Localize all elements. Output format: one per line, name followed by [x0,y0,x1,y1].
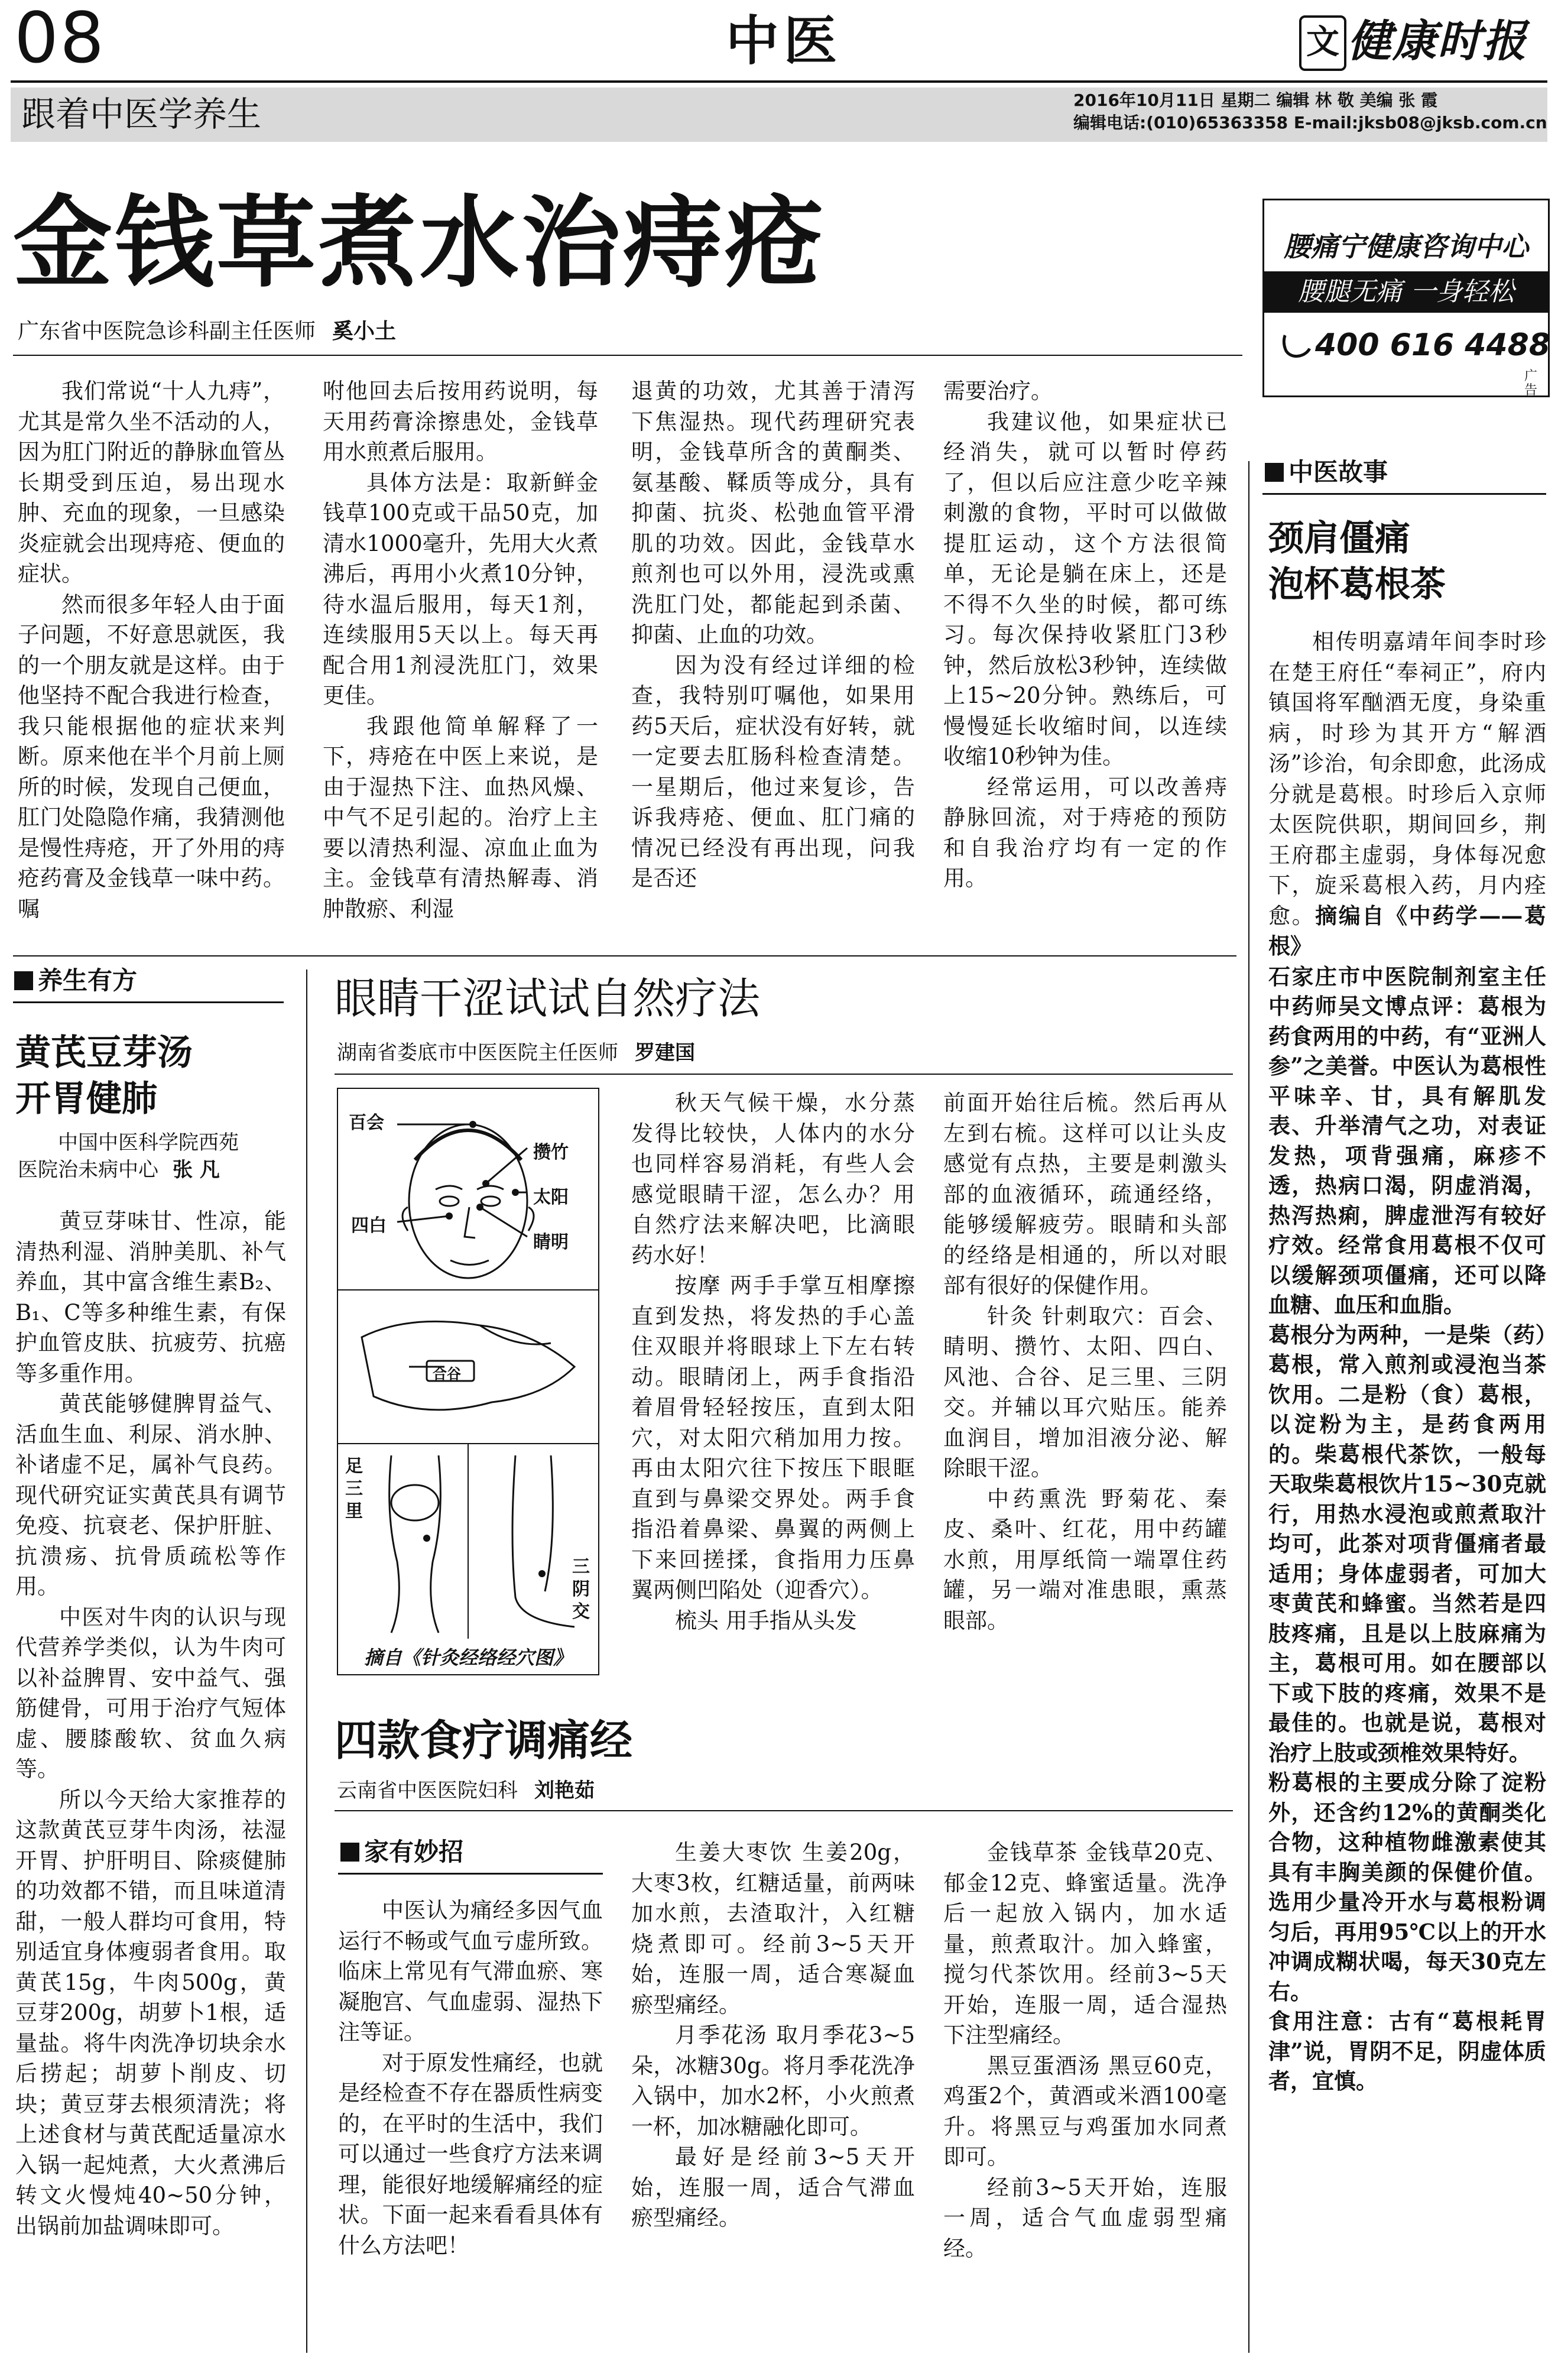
main-author-org: 广东省中医院急诊科副主任医师 [18,319,316,343]
logo-seal-icon: 文 [1299,15,1346,71]
right-column-divider [1248,461,1249,2353]
health-p3: 中医对牛肉的认识与现代营养学类似，认为牛肉可以补益脾胃、安中益气、强筋健骨，可用于治疗气短体虚、腰膝酸软、贫血久病等。 [15,1604,286,1782]
tcm-story-narrative: 相传明嘉靖年间李时珍在楚王府任“奉祠正”，府内镇国将军酗酒无度，身染重病，时珍为其开方“解酒汤”诊治，旬余即愈，此汤成分就是葛根。时珍后入京师太医院供职，期间回乡，荆王府郡主虚弱，身体每况愈下，旋采葛根入药，月内痊愈。 [1268,629,1546,929]
main-byline-rule [13,355,1242,356]
tcm-comment-p3: 粉葛根的主要成分除了淀粉外，还含约12%的黄酮类化合物，这种植物雌激素使其具有丰胸美颜的保健价值。选用少量冷开水与葛根粉调匀后，再用95℃以上的开水冲调成糊状喝，每天30克左右。 [1268,1769,1546,2005]
eyes-col2-p3: 中药熏洗 野菊花、秦皮、桑叶、红花，用中药罐水煎，用厚纸筒一端罩住药罐，另一端对准患眼，熏蒸眼部。 [943,1486,1227,1633]
main-col4-p1: 需要治疗。 [943,378,1053,404]
square-bullet-icon [340,1843,359,1862]
tcm-story-title [1268,515,1546,608]
eyes-column-2 [943,1088,1227,1636]
tcm-comment-lead: 石家庄市中医院制剂室主任中药师吴文博点评： [1268,963,1546,1019]
main-column-1 [18,376,285,924]
tcm-story-text [1268,627,1546,962]
main-col2-p3: 我跟他简单解释了一下，痔疮在中医上来说，是由于湿热下注、血热风燥、中气不足引起的。治疗上主要以清热利湿、凉血止血为主。金钱草有清热解毒、消肿散瘀、利湿 [323,713,598,922]
main-col4-p2: 我建议他，如果症状已经消失，就可以暂时停药了，但以后应注意少吃辛辣刺激的食物，平时可以做做提肛运动，这个方法很简单，无论是躺在床上，还是不得不久坐的时候，都可练习。每次保持收紧肛门3秒钟，然后放松3秒钟，连续做上15~20分钟。熟练后，可慢慢延长收缩时间，以连续收缩10秒钟为佳。 [943,408,1227,769]
tcm-story-title-line2: 泡杯葛根茶 [1268,564,1446,605]
eyes-byline [337,1039,695,1066]
label-taiyang: 太阳 [533,1187,569,1208]
label-hegu: 合谷 [433,1365,461,1382]
label-sanyinjiao: 三阴交 [572,1557,590,1622]
main-column-4 [943,376,1227,894]
health-tag-label: 养生有方 [38,966,138,995]
tcm-comment-p1: 葛根为药食两用的中药，有“亚洲人参”之美誉。中医认为葛根性平味辛、甘，具有解肌发表、升举清气之功，对表证发热，项背强痛，麻疹不透，热病口渴，阴虚消渴，热泻热痢，脾虚泄泻有较好疗效。经常食用葛根不仅可以缓解颈项僵痛，还可以降血糖、血压和血脂。 [1268,993,1547,1318]
logo-name: 健康时报 [1348,16,1527,67]
menses-tag-rule [338,1873,603,1875]
main-byline [18,318,396,345]
label-sibai: 四白 [351,1215,387,1236]
health-title-line1: 黄芪豆芽汤 [15,1032,193,1074]
label-cuanzhu: 攒竹 [533,1142,569,1163]
page-number: 08 [14,0,106,79]
menses-author-name: 刘艳茹 [534,1779,595,1802]
main-article-bottom-rule [13,955,1236,956]
main-author-name: 奚小土 [332,319,397,343]
acupoint-figure [337,1088,599,1675]
eyes-column-1 [631,1088,915,1636]
eyes-col1-p3: 梳头 用手指从头发 [675,1607,857,1633]
menses-author-org: 云南省中医医院妇科 [337,1779,518,1802]
health-byline [18,1129,290,1183]
main-col2-p1: 咐他回去后按用药说明，每天用药膏涂擦患处，金钱草用水煎煮后服用。 [323,378,598,465]
main-column-3 [631,376,915,894]
menses-column-3 [943,1837,1227,2264]
ad-tag: 广告 [1524,369,1538,398]
health-author-org-2: 医院治未病中心 [18,1158,158,1182]
ad-title: 腰痛宁健康咨询中心 [1284,231,1528,262]
menses-col2-p1: 生姜大枣饮 生姜20g，大枣3枚，红糖适量，前两味加水煎，去渣取汁，入红糖烧煮即可。经前3~5天开始，连服一周，适合寒凝血瘀型痛经。 [631,1840,915,2018]
face-illustration [397,1124,534,1278]
main-col3-p2: 因为没有经过详细的检查，我特别叮嘱他，如果用药5天后，症状没有好转，就一定要去肛肠科检查清楚。一星期后，他过来复诊，告诉我痔疮、便血、肛门痛的情况已经没有再出现，问我是否还 [631,652,915,891]
health-p1: 黄豆芽味甘、性凉，能清热利湿、消肿美肌、补气养血，其中富含维生素B₂、B₁、C等多种维生素，有保护血管皮肤、抗疲劳、抗癌等多重作用。 [15,1208,286,1386]
tcm-comment-p4: 食用注意：古有“葛根耗胃津”说，胃阴不足，阴虚体质者，宜慎。 [1268,2008,1546,2094]
section-title: 中医 [726,10,842,72]
eyes-author-name: 罗建国 [635,1041,695,1065]
eyes-byline-rule [335,1074,1233,1075]
label-jingming: 睛明 [533,1232,569,1253]
tcm-story-tag-label: 中医故事 [1288,458,1388,487]
health-p2: 黄芪能够健脾胃益气、活血生血、利尿、消水肿、补诸虚不足，属补气良药。现代研究证实黄芪具有调节免疫、抗衰老、保护肝脏、抗溃疡、抗骨质疏松等作用。 [15,1391,286,1599]
menses-column-2 [631,1837,915,2233]
main-col4-p3: 经常运用，可以改善痔静脉回流，对于痔疮的预防和自我治疗均有一定的作用。 [943,774,1227,891]
tcm-story-tag [1265,458,1388,487]
menses-headline: 四款食疗调痛经 [335,1715,633,1765]
ad-box [1262,199,1550,397]
menses-col3-p1: 金钱草茶 金钱草20克、郁金12克、蜂蜜适量。洗净后一起放入锅内，加水适量，煎煮取汁。加入蜂蜜，搅匀代茶饮用。经前3~5天开始，连服一周，适合湿热下注型痛经。 [943,1840,1227,2048]
left-column-divider [306,969,307,2353]
column-name: 跟着中医学养生 [21,94,262,134]
figure-caption: 摘自《针灸经络经穴图》 [363,1646,572,1669]
menses-col1-p2: 对于原发性痛经，也就是经检查不存在器质性病变的，在平时的生活中，我们可以通过一些食疗方法来调理，能很好地缓解痛经的症状。下面一起来看看具体有什么方法吧！ [338,2050,603,2258]
ad-slogan: 腰腿无痛 一身轻松 [1264,271,1548,313]
menses-column-1 [338,1895,603,2261]
header-top-rule [11,80,1547,83]
health-tag [14,966,137,996]
phone-icon [1277,322,1316,362]
menses-col2-p2: 月季花汤 取月季花3~5朵，冰糖30g。将月季花洗净入锅中，加水2杯，小火煎煮一杯，加冰糖融化即可。 [631,2022,915,2139]
menses-col3-p3: 经前3~5天开始，连服一周，适合气血虚弱型痛经。 [943,2174,1227,2261]
eyes-headline: 眼睛干涩试试自然疗法 [335,974,761,1023]
eyes-col1-p1: 秋天气候干燥，水分蒸发得比较快，人体内的水分也同样容易消耗，有些人会感觉眼睛干涩，怎么办？用自然疗法来解决吧，比滴眼药水好！ [631,1090,915,1268]
acupoint-illustration [338,1089,598,1639]
menses-col2-p3: 最好是经前3~5天开始，连服一周，适合气滞血瘀型痛经。 [631,2144,915,2230]
main-headline: 金钱草煮水治痔疮 [13,184,826,301]
newspaper-logo [1299,12,1547,71]
health-p4: 所以今天给大家推荐的这款黄芪豆芽牛肉汤，祛湿开胃、护肝明目、除痰健肺的功效都不错，而且味道清甜，一般人群均可食用，特别适宜身体瘦弱者食用。取黄芪15g，牛肉500g，黄豆芽200g，胡萝卜1根，适量盐。将牛肉洗净切块余水后捞起；胡萝卜削皮、切块；黄豆芽去根须清洗；将上述食材与黄芪配适量凉水入锅一起炖煮，大火煮沸后转文火慢炖40~50分钟，出锅前加盐调味即可。 [15,1786,286,2239]
menses-tag-label: 家有妙招 [364,1837,464,1866]
health-author-org-2-line [18,1156,290,1183]
tcm-story-comment [1268,962,1546,1320]
tcm-story-title-line1: 颈肩僵痛 [1268,518,1410,559]
health-author-org-1: 中国中医科学院西苑 [58,1131,239,1155]
tcm-story-body [1268,627,1546,2096]
date-editor-line: 2016年10月11日 星期二 编辑 林 敬 美编 张 霞 [1073,90,1438,110]
contact-line: 编辑电话:(010)65363358 E-mail:jksb08@jksb.com.cn [1073,113,1547,132]
tcm-story-tag-rule [1262,493,1546,495]
eyes-col2-p2: 针灸 针刺取穴：百会、睛明、攒竹、太阳、四白、风池、合谷、足三里、三阴交。并辅以耳穴贴压。能养血润目，增加泪液分泌、解除眼干涩。 [943,1303,1227,1481]
eyes-col1-p2: 按摩 两手手掌互相摩擦直到发热，将发热的手心盖住双眼并将眼球上下左右转动。眼睛闭上，两手食指沿着眉骨轻轻按压，直到太阳穴，对太阳穴稍加用力按。再由太阳穴往下按压下眼眶直到与鼻梁交界处。两手食指沿着鼻梁、鼻翼的两侧上下来回搓揉，食指用力压鼻翼两侧凹陷处（迎香穴）。 [631,1273,915,1603]
eyes-col2-p1: 前面开始往后梳。然后再从左到右梳。这样可以让头皮感觉有点热，主要是刺激头部的血液循环，疏通经络，能够缓解疲劳。眼睛和头部的经络是相通的，所以对眼部有很好的保健作用。 [943,1090,1227,1298]
main-col3-p1: 退黄的功效，尤其善于清泻下焦湿热。现代药理研究表明，金钱草所含的黄酮类、氨基酸、鞣质等成分，具有抑菌、抗炎、松弛血管平滑肌的功效。因此，金钱草水煎剂也可以外用，浸洗或熏洗肛门处，都能起到杀菌、抑菌、止血的功效。 [631,378,915,647]
health-title-line2: 开胃健肺 [15,1078,157,1120]
main-col1-p2: 然而很多年轻人由于面子问题，不好意思就医，我的一个朋友就是这样。由于他坚持不配合我进行检查，我只能根据他的症状来判断。原来他在半个月前上厕所的时候，发现自己便血，肛门处隐隐作痛，我猜测他是慢性痔疮，开了外用的痔疮药膏及金钱草一味中药。嘱 [18,591,285,922]
leg-illustration [390,1455,574,1633]
label-zusanli: 足三里 [345,1456,363,1522]
main-col1-p1: 我们常说“十人九痔”，尤其是常久坐不活动的人，因为肛门附近的静脉血管丛长期受到压迫，易出现水肿、充血的现象，一旦感染炎症就会出现痔疮、便血的症状。 [18,378,285,586]
main-column-2 [323,376,598,924]
tcm-comment-p2: 葛根分为两种，一是柴（药）葛根，常入煎剂或浸泡当茶饮用。二是粉（食）葛根，以淀粉为主，是药食两用的。柴葛根代茶饮，一般每天取柴葛根饮片15~30克就行，用热水浸泡或煎煮取汁均可，此茶对项背僵痛者最适用；身体虚弱者，可加大枣黄芪和蜂蜜。当然若是四肢疼痛，且是以上肢麻痛为主，葛根可用。如在腰部以下或下肢的疼痛，效果不是最佳的。也就是说，葛根对治疗上肢或颈椎效果特好。 [1268,1321,1546,1766]
square-bullet-icon [1265,463,1284,482]
menses-col1-p1: 中医认为痛经多因气血运行不畅或气血亏虚所致。临床上常见有气滞血瘀、寒凝胞宫、气血虚弱、湿热下注等证。 [338,1898,603,2045]
menses-tag [340,1837,463,1867]
menses-byline-rule [335,1810,1233,1811]
square-bullet-icon [14,971,33,990]
health-tag-rule [13,1001,284,1003]
label-baihui: 百会 [349,1113,384,1133]
tcm-story-source: 摘编自《中药学——葛根》 [1268,902,1547,959]
health-title [15,1030,287,1122]
menses-byline [337,1777,595,1804]
main-col2-p2: 具体方法是：取新鲜金钱草100克或干品50克，加清水1000毫升，先用大火煮沸后，再用小火煮10分钟，待水温后服用，每天1剂，连续服用5天以上。每天再配合用1剂浸洗肛门，效果更佳。 [323,469,598,708]
ad-phone [1282,326,1550,363]
health-body [15,1206,286,2241]
menses-col3-p2: 黑豆蛋酒汤 黑豆60克，鸡蛋2个，黄酒或米酒100毫升。将黑豆与鸡蛋加水同煮即可。 [943,2052,1227,2170]
ad-phone-number: 400 616 4488 [1315,328,1551,363]
health-author-name: 张 凡 [173,1158,220,1182]
eyes-author-org: 湖南省娄底市中医医院主任医师 [337,1041,618,1065]
hand-illustration [362,1321,574,1410]
